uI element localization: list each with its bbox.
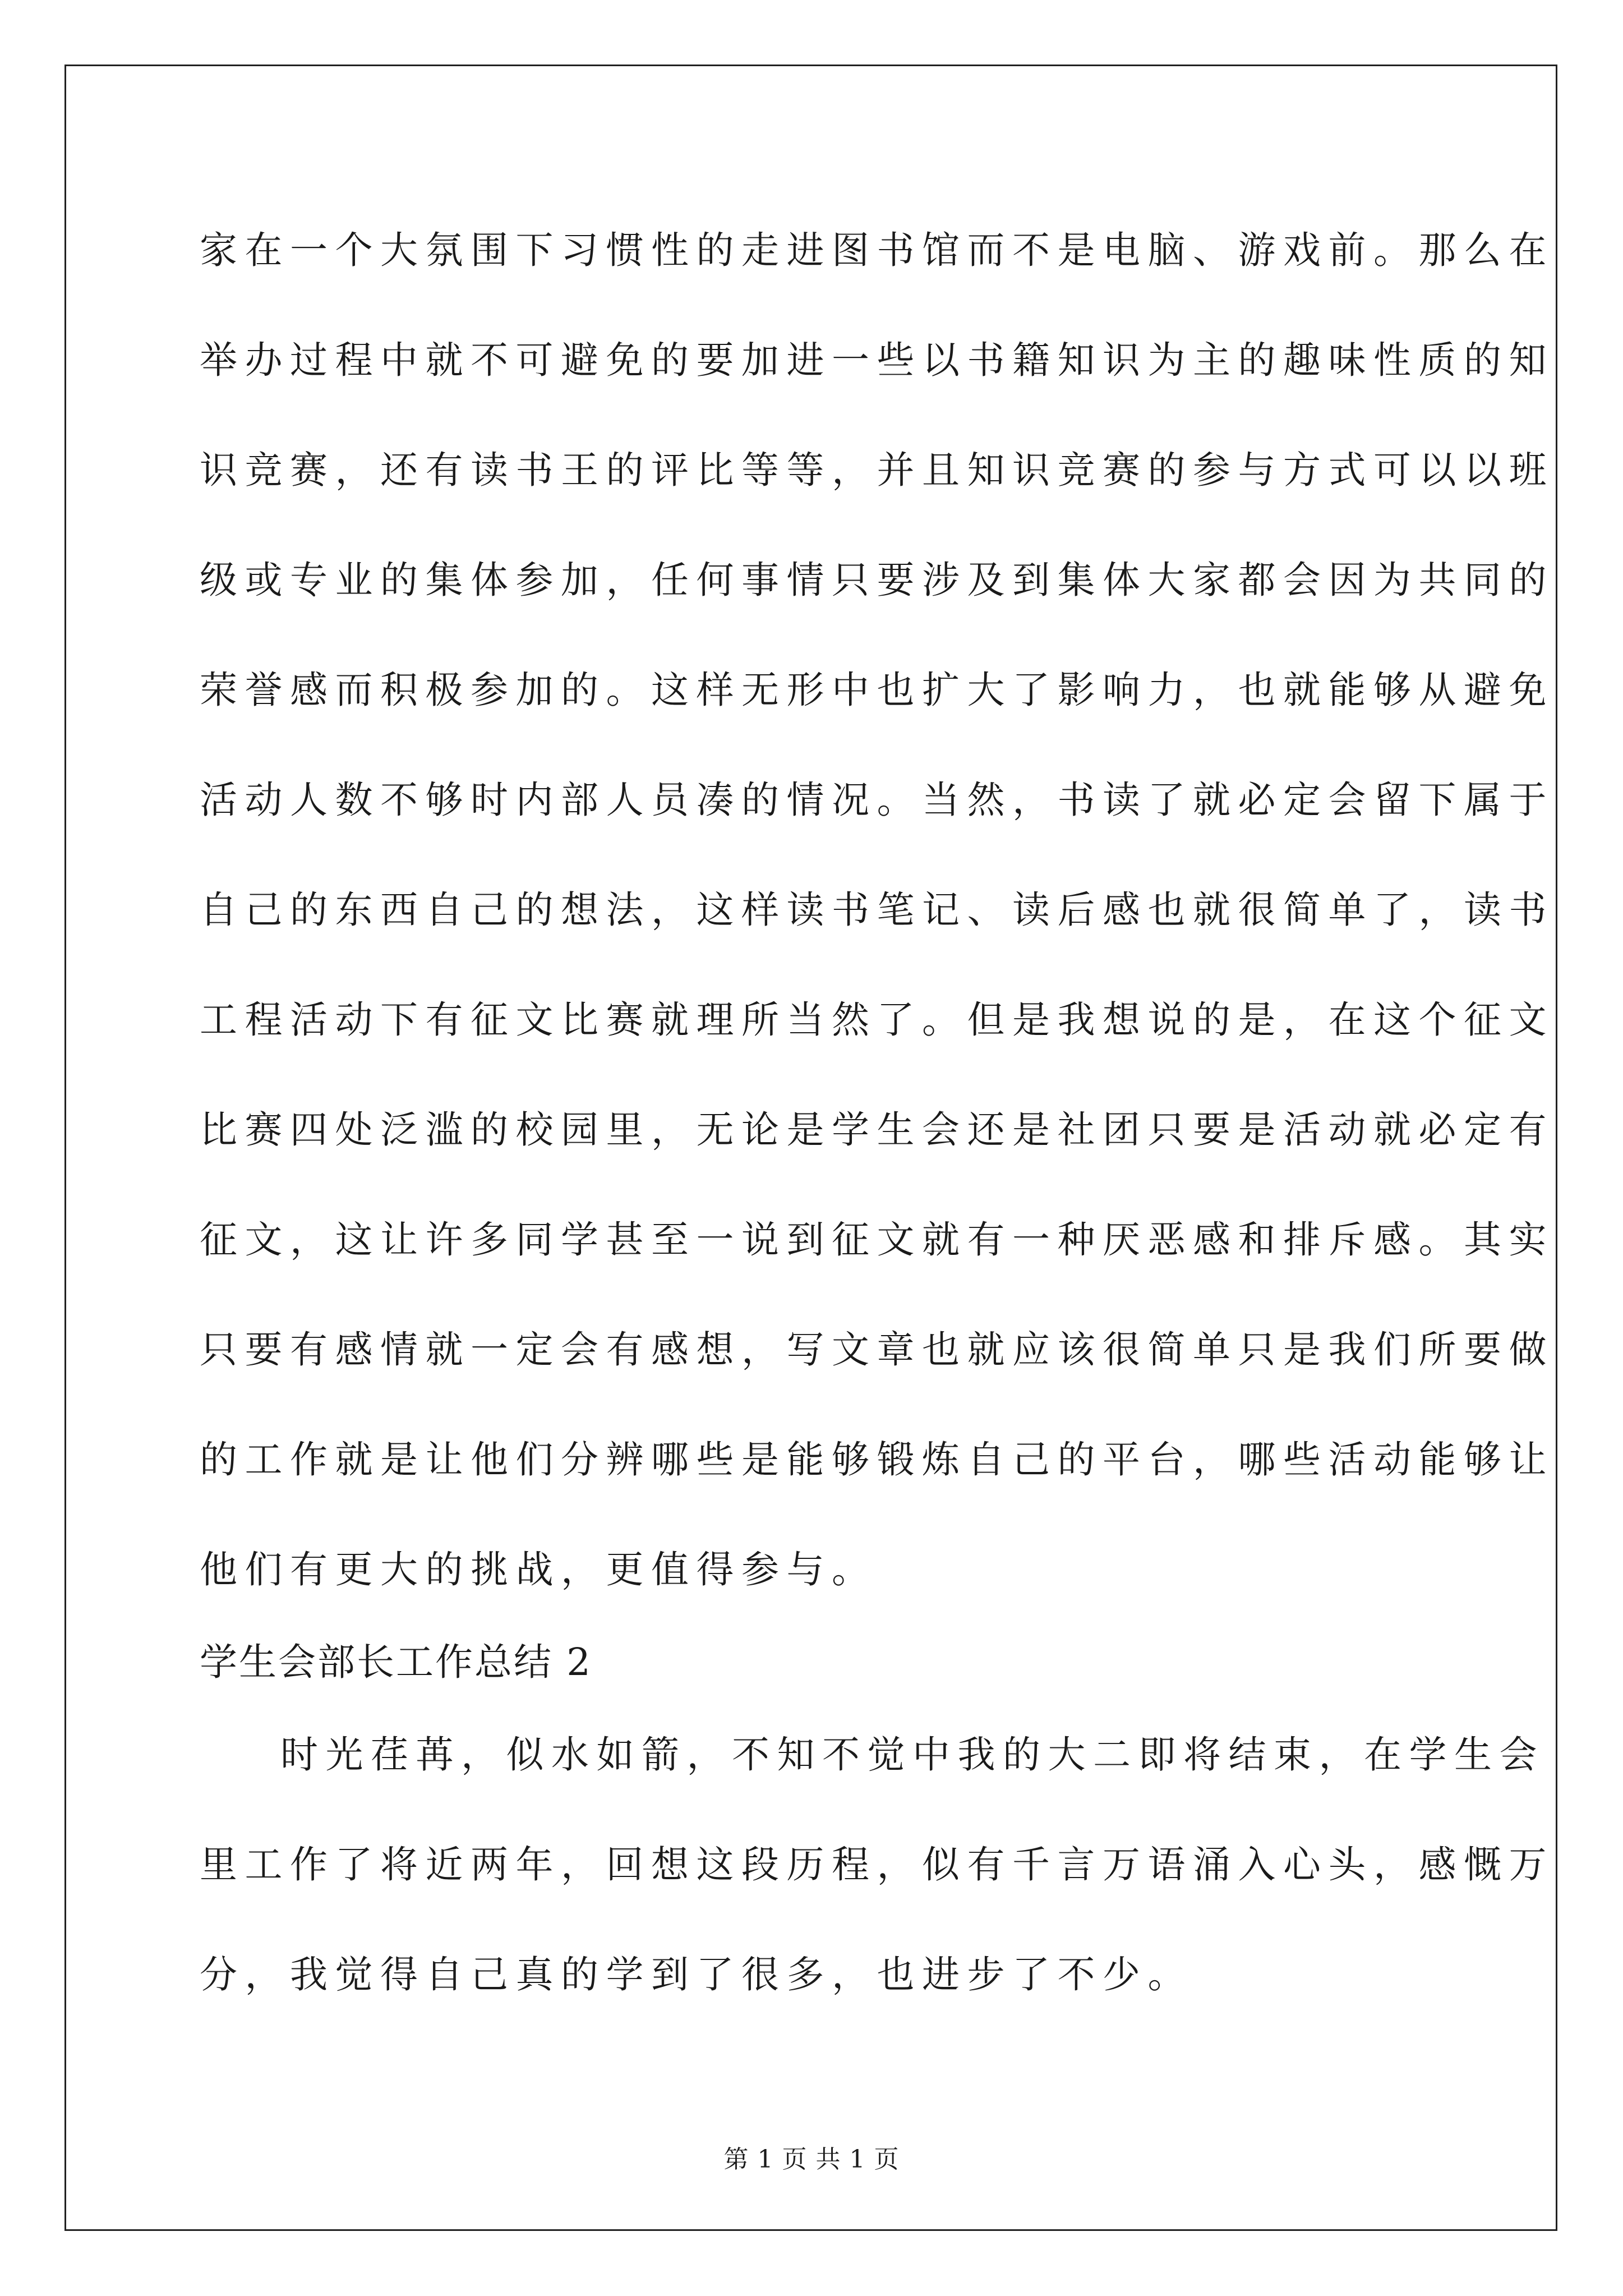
text-line: 时光荏苒，似水如箭，不知不觉中我的大二即将结束，在学生会 (280, 1733, 1544, 1777)
text-line: 级或专业的集体参加，任何事情只要涉及到集体大家都会因为共同的 (200, 558, 1554, 602)
text-line: 比赛四处泛滥的校园里，无论是学生会还是社团只要是活动就必定有 (200, 1108, 1554, 1152)
text-line: 自己的东西自己的想法，这样读书笔记、读后感也就很简单了，读书 (200, 888, 1554, 932)
text-line: 家在一个大氛围下习惯性的走进图书馆而不是电脑、游戏前。那么在 (200, 228, 1554, 272)
text-line: 里工作了将近两年，回想这段历程，似有千言万语涌入心头，感慨万 (200, 1843, 1554, 1887)
text-line: 荣誉感而积极参加的。这样无形中也扩大了影响力，也就能够从避免 (200, 668, 1554, 712)
page-footer: 第 1 页 共 1 页 (723, 2145, 900, 2174)
section-heading: 学生会部长工作总结 2 (200, 1640, 592, 1684)
text-line: 的工作就是让他们分辨哪些是能够锻炼自己的平台，哪些活动能够让 (200, 1438, 1554, 1481)
text-line: 征文，这让许多同学甚至一说到征文就有一种厌恶感和排斥感。其实 (200, 1218, 1554, 1262)
text-line: 分，我觉得自己真的学到了很多，也进步了不少。 (200, 1953, 1193, 1996)
text-line: 只要有感情就一定会有感想，写文章也就应该很简单只是我们所要做 (200, 1328, 1554, 1372)
text-line: 他们有更大的挑战，更值得参与。 (200, 1548, 877, 1591)
text-line: 识竞赛，还有读书王的评比等等，并且知识竞赛的参与方式可以以班 (200, 448, 1554, 492)
text-line: 活动人数不够时内部人员凑的情况。当然，书读了就必定会留下属于 (200, 778, 1554, 822)
text-line: 工程活动下有征文比赛就理所当然了。但是我想说的是，在这个征文 (200, 998, 1554, 1042)
text-line: 举办过程中就不可避免的要加进一些以书籍知识为主的趣味性质的知 (200, 338, 1554, 382)
